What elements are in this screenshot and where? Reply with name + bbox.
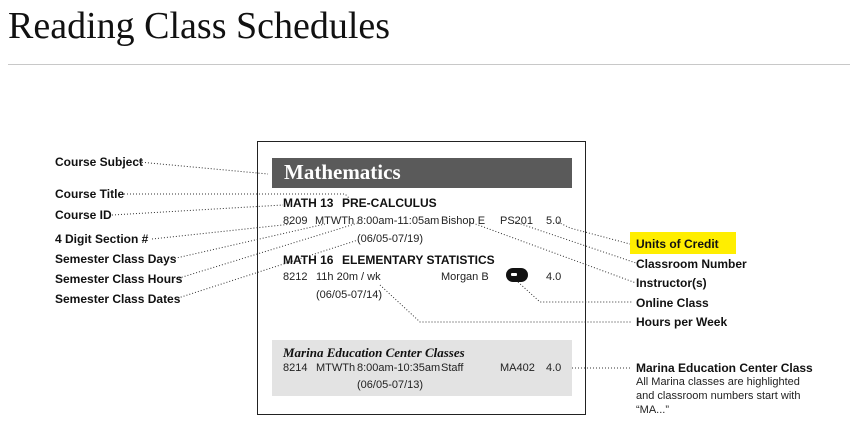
leader-online: [518, 282, 632, 302]
label-marina: Marina Education Center Class: [636, 361, 813, 375]
page-title: Reading Class Schedules: [8, 5, 391, 47]
label-online: Online Class: [636, 296, 709, 310]
course1-time: 8:00am-11:05am: [357, 215, 440, 227]
course3-units: 4.0: [546, 362, 562, 374]
course1-id: MATH 13: [283, 196, 334, 210]
course1-section: 8209: [283, 215, 308, 227]
course2-id: MATH 16: [283, 253, 334, 267]
leader-section: [152, 224, 292, 239]
marina-note-line1: All Marina classes are highlighted: [636, 376, 800, 388]
course1-dates: (06/05-07/19): [357, 233, 424, 245]
course3-time: 8:00am-10:35am: [357, 362, 441, 374]
leader-days: [172, 224, 325, 259]
course3-room: MA402: [500, 362, 535, 374]
label-dates: Semester Class Dates: [55, 292, 181, 306]
course3-instructor: Staff: [441, 362, 464, 374]
leader-hours: [176, 223, 358, 279]
leader-course-subject: [139, 162, 268, 174]
course3-dates: (06/05-07/13): [357, 379, 424, 391]
course1-room: PS201: [500, 215, 534, 227]
leader-classroom: [515, 222, 636, 263]
course2-dates: (06/05-07/14): [316, 289, 383, 301]
course1-units: 5.0: [546, 215, 562, 227]
label-section: 4 Digit Section #: [55, 232, 149, 246]
course2-instructor: Morgan B: [441, 271, 489, 283]
marina-heading: Marina Education Center Classes: [283, 345, 465, 360]
course3-section: 8214: [283, 362, 308, 374]
label-instructor: Instructor(s): [636, 276, 707, 290]
label-course-id: Course ID: [55, 208, 112, 222]
subject-heading: Mathematics: [284, 160, 401, 184]
course2-units: 4.0: [546, 271, 562, 283]
label-days: Semester Class Days: [55, 252, 177, 266]
label-hours-per-week: Hours per Week: [636, 315, 728, 329]
course2-title: ELEMENTARY STATISTICS: [342, 253, 495, 267]
course3-days: MTWTh: [316, 362, 356, 374]
course1-title: PRE-CALCULUS: [342, 196, 437, 210]
leader-instructor: [470, 222, 636, 283]
leader-course-id: [112, 205, 283, 215]
label-course-subject: Course Subject: [55, 155, 144, 169]
leader-units: [558, 222, 630, 244]
label-units: Units of Credit: [636, 237, 719, 251]
course1-days: MTWTh: [315, 215, 355, 227]
leader-hours-per-week: [380, 285, 632, 322]
label-hours: Semester Class Hours: [55, 272, 183, 286]
course1-instructor: Bishop E: [441, 215, 486, 227]
marina-note-line2: and classroom numbers start with: [636, 390, 801, 402]
marina-note-line3: “MA...”: [636, 404, 669, 416]
leader-dates: [175, 240, 358, 299]
course2-hours: 11h 20m / wk: [316, 271, 381, 283]
leader-course-title: [124, 194, 350, 199]
course2-section: 8212: [283, 271, 308, 283]
label-course-title: Course Title: [55, 187, 125, 201]
label-classroom: Classroom Number: [636, 257, 747, 271]
